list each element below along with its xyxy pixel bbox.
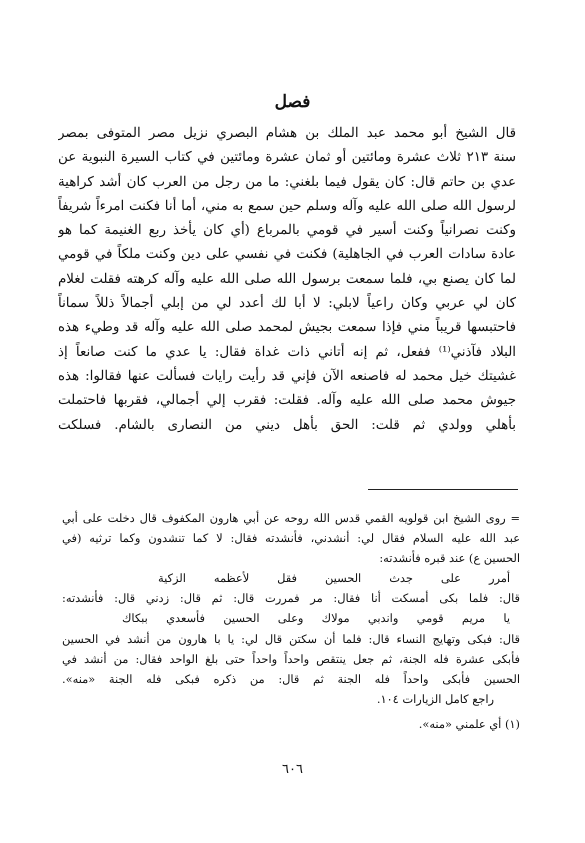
footnote-line: الحسين ع) عند قبره فأنشدته: xyxy=(379,551,520,566)
body-line: فاحتبسها قريباً مني فإذا سمعت بجيش لمحمد صلى الله عليه وآله قد وطيء هذه xyxy=(58,320,516,336)
footnote-line: عبد الله عليه السلام فقال لي: أنشدني، فأنشدته فقال: لا كما تنشدون وكما ترثيه (في xyxy=(62,531,520,546)
body-line: لما كان يصنع بي، فلما سمعت برسول الله صلى الله عليه وآله كرهته فقلت لغلام xyxy=(58,271,516,287)
footnotes xyxy=(62,508,520,734)
body-line: لرسول الله صلى الله عليه وآله وسلم حين سمع به مني، أما أنا فكنت امرءاً شريفاً xyxy=(58,198,516,214)
body-line: عادة سادات العرب في الجاهلية) فكنت في نفسي على دين وكنت ملكاً في قومي xyxy=(58,247,516,263)
footnote-line: = روى الشيخ ابن قولويه القمي قدس الله روحه عن أبي هارون المكفوف قال دخلت على أبي xyxy=(62,511,520,525)
poem-verse: يا مريم قومي واندبي مولاك وعلى الحسين فأسعدي ببكاك xyxy=(122,611,510,626)
body-line: بأهلي وولدي ثم قلت: الحق بأهل ديني من النصارى بالشام. فسلكت xyxy=(58,417,516,433)
footnote-separator xyxy=(368,489,518,490)
body-line: وكنت نصرانياً وكنت أسير في قومي بالمرباع (أي كان يأخذ ربع الغنيمة كما هو xyxy=(58,223,516,239)
body-line: عدي بن حاتم قال: كان يقول فيما بلغني: ما من رجل من العرب كان أشد كراهية xyxy=(58,174,516,190)
body-line: غشيتك خيل محمد له فاصنعه الآن فإني قد رأيت رايات فسألت عنها فقالوا: هذه xyxy=(58,368,516,384)
poem-verse: أمرر على جدث الحسين فقل لأعظمه الزكية xyxy=(158,571,510,586)
footnote-line: الحسين فأبكى واحداً فله الجنة ثم قال: من ذكره فبكى فله الجنة «منه». xyxy=(62,671,520,686)
footnote-1: (١) أي علمني «منه». xyxy=(418,716,520,731)
footnote-line: قال: فبكى وتهايج النساء قال: فلما أن سكتن قال لي: يا با هارون من أنشد في الحسين xyxy=(62,631,520,646)
section-heading: فصل xyxy=(274,92,311,112)
footnote-line: فأبكى عشرة فله الجنة، ثم جعل ينتقص واحداً واحداً حتى بلغ الواحد فقال: من أنشد في xyxy=(62,651,520,666)
footnote-reference: راجع كامل الزيارات ١٠٤. xyxy=(376,691,494,706)
body-line: قال الشيخ أبو محمد عبد الملك بن هشام البصري نزيل مصر المتوفى بمصر xyxy=(58,126,516,141)
main-text xyxy=(58,122,516,438)
body-line: جيوش محمد صلى الله عليه وآله. فقلت: فقرب إلي أجمالي، فقربها فاحتملت xyxy=(58,393,516,409)
body-line: البلاد فآذني⁽¹⁾ ففعل، ثم إنه أتاني ذات غداة فقال: يا عدي ما كنت صانعاً إذ xyxy=(58,344,516,360)
page-number: ٦٠٦ xyxy=(282,762,303,777)
body-line: سنة ٢١٣ ثلاث عشرة ومائتين أو ثمان عشرة ومائتين في كتاب السيرة النبوية عن xyxy=(58,150,516,166)
footnote-line: قال: فلما بكى أمسكت أنا فقال: مر فمررت قال: ثم قال: زدني قال: فأنشدته: xyxy=(62,591,520,606)
body-line: كان لي عربي وكان راعياً لابلي: لا أبا لك أعدد لي من إبلي أجمالاً ذللاً سماناً xyxy=(58,296,516,312)
